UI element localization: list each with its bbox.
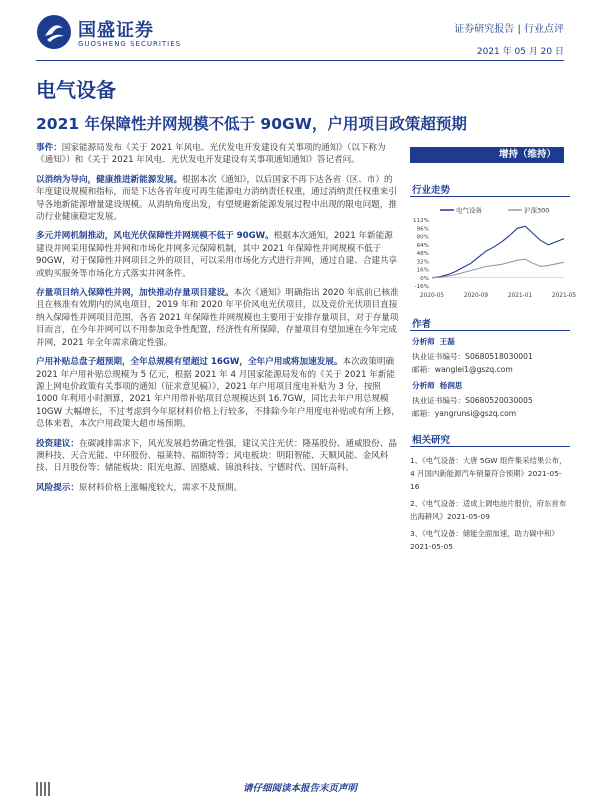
paragraph-household-subsidy xyxy=(36,356,401,430)
paragraph-lead: 风险提示： xyxy=(36,482,79,493)
paragraph-text: 本次政策明确 2021 年户用补贴总规模为 5 亿元，根据 2021 年 4 月国家能源局发布的《关于 2021 年新能源上网电价政策有关事项的通知（征求意见稿）》，2021 年户用项目度电补贴为 3 分，按照 1000 年利用小时测算，2021 年户用带补贴项目总规模达到 16.7GW，同比去年户用总规模 10GW 大幅增长，不过考虑到今年原材料价格上行较多，不排除今年户用度电补贴或有所上修，总体来看，本次户用政策大超市场预期。 xyxy=(36,357,400,430)
paragraph-existing-projects xyxy=(36,287,401,349)
paragraph-lead: 事件： xyxy=(36,143,62,153)
report-body xyxy=(36,142,401,501)
paragraph-consumption xyxy=(36,174,401,224)
analyst-name: 王磊 xyxy=(439,337,455,346)
series-line-csi300 xyxy=(432,259,564,278)
paragraph-event xyxy=(36,142,401,167)
trend-title: 行业走势 xyxy=(412,185,451,196)
x-tick-label: 2021-05 xyxy=(551,293,577,299)
paragraph-text: 根据本次通知，2021 年新能源建设并网采用保障性并网和市场化并网多元保障机制，其中 2021 年保障性并网规模不低于 90GW，对于保障性并网项目之外的项目，可以采用市场化方式进行并网，通过自建、合建共享或购买服务等市场化方式落实并网条件。 xyxy=(36,231,398,279)
related-item[interactable]: 1、《电气设备：大唐 5GW 组件集采结果公布，4 月国内新能源汽车销量符合预期》2021-05-16 xyxy=(410,456,567,491)
x-tick-label: 2021-01 xyxy=(507,293,533,299)
analyst-1-cert: 执业证书编号：S0680518030001 xyxy=(412,352,533,361)
paragraph-text: 在碳减排需求下，风光发展趋势确定性强，建议关注光伏：隆基股份、通威股份、晶澳科技、天合光能、中环股份、福莱特、福斯特等；风电板块：明阳智能、天顺风能、金风科技、日月股份等；储能板块：阳光电源、固德威、锦浪科技、宁德时代、国轩高科。 xyxy=(36,438,397,474)
trend-divider xyxy=(410,196,570,197)
logo-subtitle: GUOSHENG SECURITIES xyxy=(78,40,182,48)
series-line-electrical xyxy=(432,226,564,278)
report-type: 证券研究报告 | 行业点评 xyxy=(454,24,564,35)
related-list xyxy=(410,454,570,557)
related-item[interactable]: 2、《电气设备：适成上调电池片报价，府东首布出海耕风》2021-05-09 xyxy=(410,499,567,521)
related-title: 相关研究 xyxy=(412,435,451,446)
y-tick-label: 80% xyxy=(416,234,429,241)
paragraph-text: 本次《通知》明确指出 2020 年底前已核准且在核准有效期内的风电项目，2019 年和 2020 年平价风电光伏项目，以及竞价光伏项目直接纳入保障性并网项目范围，各省 2021 年保障性并网规模也主要用于安排存量项目，对于存量项目而言，在今年并网可以不用参加竞争性配置，经济性有所保障，存量项目有望加速在今年完成并网，2021 年全年需求确定性强。 xyxy=(36,288,399,348)
sector-title: 电气设备 xyxy=(36,78,116,102)
paragraph-text: 国家能源局发布《关于 2021 年风电、光伏发电开发建设有关事项的通知》（以下称为《通知》）和《关于 2021 年风电、光伏发电开发建设有关事项通知通知》答记者问。 xyxy=(36,143,386,166)
trend-chart xyxy=(408,202,577,302)
x-tick-label: 2020-05 xyxy=(419,293,445,299)
report-headline: 2021 年保障性并网规模不低于 90GW，户用项目政策超预期 xyxy=(36,115,467,133)
y-tick-label: -16% xyxy=(414,284,429,290)
paragraph-lead: 以消纳为导向，健康推进新能源发展。 xyxy=(36,174,183,185)
analyst-role: 分析师 xyxy=(412,337,435,346)
y-tick-label: 48% xyxy=(416,251,429,257)
y-tick-label: 112% xyxy=(413,218,429,224)
related-divider xyxy=(410,446,570,447)
y-tick-label: 0% xyxy=(420,275,429,282)
paragraph-text: 根据本次《通知》，以后国家不再下达各省（区、市）的年度建设规模和指标，而是下达各省年度可再生能源电力消纳责任权重，通过消纳责任权重来引导各地新能源增量建设规模。从消纳角度出发，有望规避新能源发展过程中出现的限电问题，推动行业健康稳定发展。 xyxy=(36,174,397,223)
paragraph-risk xyxy=(36,482,401,494)
paragraph-lead: 户用补贴总盘子超预期，全年总规模有望超过 16GW，全年户用或将加速发展。 xyxy=(36,357,343,368)
analyst-2-cert: 执业证书编号：S0680520030005 xyxy=(412,396,533,405)
paragraph-lead: 存量项目纳入保障性并网，加快推动存量项目建设。 xyxy=(36,288,234,299)
y-tick-label: 64% xyxy=(416,242,429,249)
company-logo xyxy=(36,14,182,60)
authors-title: 作者 xyxy=(412,319,432,330)
paragraph-investment-advice xyxy=(36,438,401,475)
paragraph-text: 原材料价格上涨幅度较大，需求不及预期。 xyxy=(78,482,243,493)
report-date: 2021 年 05 月 20 日 xyxy=(476,47,564,57)
footer-disclaimer: 请仔细阅读本报告末页声明 xyxy=(242,783,357,794)
y-tick-label: 16% xyxy=(416,267,429,274)
logo-name: 国盛证券 xyxy=(78,20,154,41)
analyst-role: 分析师 xyxy=(412,381,435,390)
x-tick-label: 2020-09 xyxy=(463,293,489,299)
paragraph-lead: 投资建议： xyxy=(36,438,79,449)
y-tick-label: 96% xyxy=(416,226,429,233)
analyst-1-email[interactable]: 邮箱：wanglei1@gszq.com xyxy=(412,365,513,374)
paragraph-grid-mechanism xyxy=(36,230,401,280)
legend-label-csi300: 沪深300 xyxy=(524,206,550,215)
header-divider xyxy=(36,60,564,61)
y-tick-label: 32% xyxy=(416,259,429,266)
analyst-2 xyxy=(412,380,462,391)
analyst-name: 杨润思 xyxy=(439,381,463,390)
analyst-1 xyxy=(412,336,455,347)
paragraph-lead: 多元并网机制推动，风电光伏保障性并网规模不低于 90GW。 xyxy=(36,231,274,242)
logo-mark-icon xyxy=(36,14,72,50)
authors-divider xyxy=(410,330,570,331)
related-item[interactable]: 3、《电气设备：储能全面加速，助力碳中和》2021-05-05 xyxy=(410,529,559,551)
legend-label-electrical: 电气设备 xyxy=(456,206,482,215)
rating-badge: 增持（维持） xyxy=(410,147,564,163)
analyst-2-email[interactable]: 邮箱：yangrunsi@gszq.com xyxy=(412,409,517,418)
